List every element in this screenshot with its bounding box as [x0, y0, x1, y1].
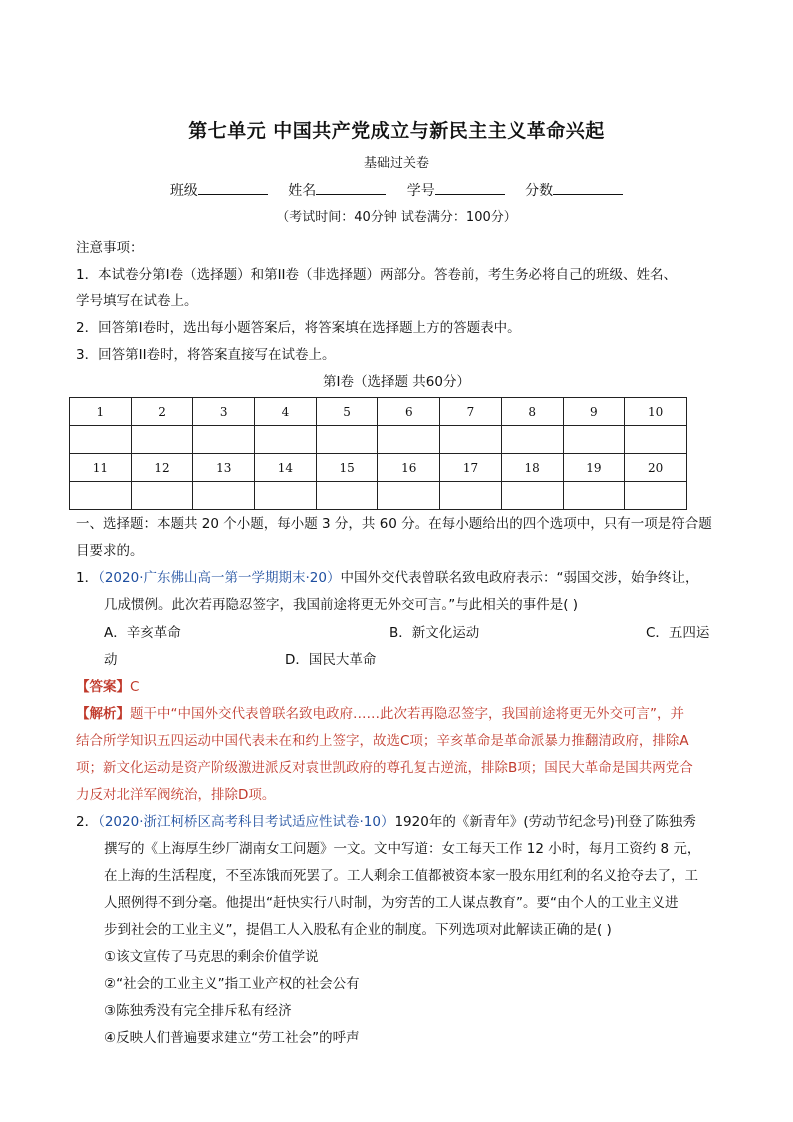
question-2-stem-line-2: 撰写的《上海厚生纱厂湖南女工问题》一文。文中写道：女工每天工作 12 小时，每月工资约 8 元， — [104, 841, 701, 857]
answer-table-input-row-1 — [70, 426, 687, 454]
exam-info: （考试时间：40分钟 试卷满分：100分） — [276, 210, 517, 225]
name-label: 姓名 — [288, 183, 317, 199]
answer-cell-label: 12 — [131, 454, 193, 482]
student-id-blank[interactable] — [435, 180, 505, 195]
question-2-statement-2: ②“社会的工业主义”指工业产权的社会公有 — [104, 976, 360, 992]
question-1-analysis — [76, 702, 684, 722]
answer-input-cell[interactable] — [131, 482, 193, 510]
answer-input-cell[interactable] — [563, 426, 625, 454]
score-blank[interactable] — [553, 180, 623, 195]
answer-cell-label: 14 — [255, 454, 317, 482]
analysis-label: 【解析】 — [76, 706, 130, 722]
answer-input-cell[interactable] — [625, 482, 687, 510]
question-1-analysis-line-3: 项；新文化运动是资产阶级激进派反对袁世凯政府的尊孔复古逆流，排除B项；国民大革命是国共两党合 — [76, 760, 693, 776]
answer-cell-label: 19 — [563, 454, 625, 482]
question-2-number: 2． — [76, 814, 99, 830]
answer-cell-label: 7 — [440, 398, 502, 426]
answer-table-input-row-2 — [70, 482, 687, 510]
question-1-answer — [76, 675, 139, 695]
answer-input-cell[interactable] — [625, 426, 687, 454]
question-2-stem-line-4: 人照例得不到分毫。他提出“赶快实行八时制，为穷苦的工人谋点教育”。要“由个人的工业主义进 — [104, 895, 679, 911]
answer-cell-label: 18 — [501, 454, 563, 482]
answer-value: C — [130, 679, 140, 695]
answer-input-cell[interactable] — [440, 426, 502, 454]
notice-item-2: 2．回答第Ⅰ卷时，选出每小题答案后，将答案填在选择题上方的答题表中。 — [76, 320, 521, 336]
answer-cell-label: 20 — [625, 454, 687, 482]
answer-input-cell[interactable] — [255, 426, 317, 454]
question-2-statement-4: ④反映人们普遍要求建立“劳工社会”的呼声 — [104, 1030, 360, 1046]
question-1-stem-cont: 几成惯例。此次若再隐忍签字，我国前途将更无外交可言。”与此相关的事件是( ) — [104, 597, 579, 613]
answer-input-cell[interactable] — [316, 426, 378, 454]
notice-item-1: 1．本试卷分第Ⅰ卷（选择题）和第II卷（非选择题）两部分。答卷前，考生务必将自己的班级、姓名、 — [76, 267, 678, 283]
answer-cell-label: 13 — [193, 454, 255, 482]
answer-input-cell[interactable] — [378, 482, 440, 510]
answer-cell-label: 9 — [563, 398, 625, 426]
answer-cell-label: 3 — [193, 398, 255, 426]
notice-heading: 注意事项： — [76, 240, 144, 256]
answer-cell-label: 16 — [378, 454, 440, 482]
answer-table — [69, 397, 687, 510]
answer-table-header-row-2 — [70, 454, 687, 482]
question-2-stem-line-3: 在上海的生活程度，不至冻饿而死罢了。工人剩余工值都被资本家一股东用红利的名义抢夺去了，工 — [104, 868, 698, 884]
answer-table-header-row-1 — [70, 398, 687, 426]
page-subtitle: 基础过关卷 — [363, 156, 429, 171]
section-1-title: 第Ⅰ卷（选择题 共60分） — [323, 374, 470, 390]
question-2-source: （2020·浙江柯桥区高考科目考试适应性试卷·10） — [98, 814, 395, 830]
score-label: 分数 — [525, 183, 554, 199]
answer-input-cell[interactable] — [193, 426, 255, 454]
answer-cell-label: 4 — [255, 398, 317, 426]
answer-input-cell[interactable] — [440, 482, 502, 510]
question-1-number: 1． — [76, 570, 99, 586]
page-title: 第七单元 中国共产党成立与新民主主义革命兴起 — [188, 120, 605, 142]
answer-input-cell[interactable] — [255, 482, 317, 510]
notice-item-1-cont: 学号填写在试卷上。 — [76, 293, 198, 309]
section-instructions-cont: 目要求的。 — [76, 543, 144, 559]
question-1-analysis-line-4: 力反对北洋军阀统治，排除D项。 — [76, 787, 276, 803]
question-1-option-d[interactable]: D．国民大革命 — [285, 652, 377, 668]
notice-item-3: 3．回答第II卷时，将答案直接写在试卷上。 — [76, 347, 336, 363]
answer-cell-label: 5 — [316, 398, 378, 426]
answer-input-cell[interactable] — [501, 426, 563, 454]
answer-cell-label: 11 — [70, 454, 132, 482]
question-2-stem-line-5: 步到社会的工业主义”，提倡工人入股私有企业的制度。下列选项对此解读正确的是( ) — [104, 922, 612, 938]
question-1-stem — [76, 566, 698, 586]
question-1-analysis-line-2: 结合所学知识五四运动中国代表未在和约上签字，故选C项；辛亥革命是革命派暴力推翻清政府，排除A — [76, 733, 689, 749]
analysis-text: 题干中“中国外交代表曾联名致电政府……此次若再隐忍签字，我国前途将更无外交可言”，并 — [130, 706, 684, 722]
answer-input-cell[interactable] — [378, 426, 440, 454]
class-blank[interactable] — [198, 180, 268, 195]
question-1-option-c-cont: 动 — [104, 652, 118, 668]
answer-cell-label: 1 — [70, 398, 132, 426]
name-blank[interactable] — [316, 180, 386, 195]
answer-cell-label: 17 — [440, 454, 502, 482]
answer-input-cell[interactable] — [70, 482, 132, 510]
answer-cell-label: 2 — [131, 398, 193, 426]
question-2-stem — [76, 810, 696, 830]
question-1-option-c[interactable]: C．五四运 — [646, 625, 710, 641]
answer-input-cell[interactable] — [70, 426, 132, 454]
question-1-stem-text: 中国外交代表曾联名致电政府表示：“弱国交涉，始争终让， — [340, 570, 699, 586]
student-info-line — [0, 180, 793, 200]
question-1-source: （2020·广东佛山高一第一学期期末·20） — [98, 570, 341, 586]
answer-cell-label: 8 — [501, 398, 563, 426]
answer-cell-label: 10 — [625, 398, 687, 426]
question-2-stem-text: 1920年的《新青年》(劳动节纪念号)刊登了陈独秀 — [394, 814, 696, 830]
answer-input-cell[interactable] — [193, 482, 255, 510]
class-label: 班级 — [169, 183, 198, 199]
answer-cell-label: 6 — [378, 398, 440, 426]
section-instructions: 一、选择题：本题共 20 个小题，每小题 3 分，共 60 分。在每小题给出的四个选项中，只有一项是符合题 — [76, 516, 712, 532]
question-2-statement-1: ①该文宣传了马克思的剩余价值学说 — [104, 949, 319, 965]
question-2-statement-3: ③陈独秀没有完全排斥私有经济 — [104, 1003, 292, 1019]
answer-input-cell[interactable] — [563, 482, 625, 510]
student-id-label: 学号 — [406, 183, 435, 199]
answer-cell-label: 15 — [316, 454, 378, 482]
answer-input-cell[interactable] — [501, 482, 563, 510]
question-1-option-b[interactable]: B．新文化运动 — [389, 625, 480, 641]
question-1-option-a[interactable]: A．辛亥革命 — [104, 625, 181, 641]
answer-input-cell[interactable] — [131, 426, 193, 454]
answer-label: 【答案】 — [76, 679, 130, 695]
answer-input-cell[interactable] — [316, 482, 378, 510]
